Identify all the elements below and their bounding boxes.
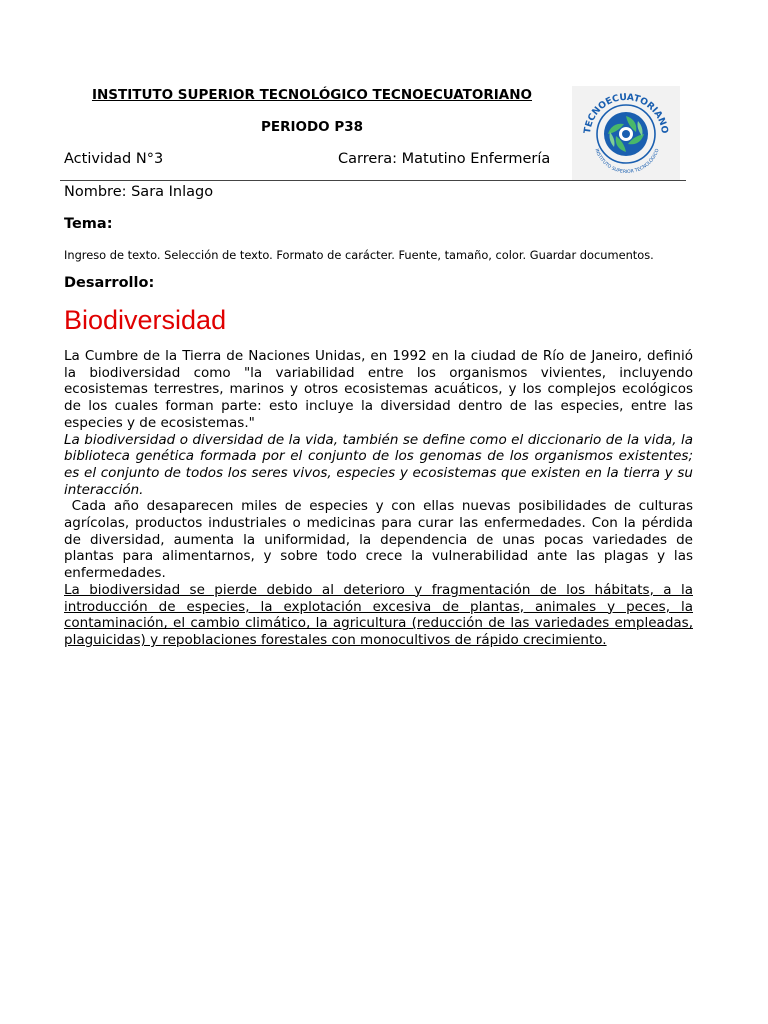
paragraph-underlined: La biodiversidad se pierde debido al deterioro y fragmentación de los hábitats, a la introducción de especies, la explotación excesiva de plantas, animales y peces, la contaminación, el cambio climático, la agricultura (reducción de las variedades empleadas, plaguicidas) y repoblaciones forestales con monocultivos de rápido crecimiento.: [64, 581, 693, 648]
institute-title: INSTITUTO SUPERIOR TECNOLÓGICO TECNOECUATORIANO: [91, 87, 533, 103]
tema-text: Ingreso de texto. Selección de texto. Formato de carácter. Fuente, tamaño, color. Guardar documentos.: [64, 248, 654, 262]
institute-logo: [572, 86, 680, 180]
biodiversidad-title: Biodiversidad: [64, 305, 227, 335]
paragraph-species-loss: Cada año desaparecen miles de especies y con ellas nuevas posibilidades de culturas agrícolas, productos industriales o medicinas para curar las enfermedades. Con la pérdida de diversidad, aumenta la uniformidad, la dependencia de unas pocas variedades de plantas para alimentarnos, y sobre todo crece la vulnerabilidad ante las plagas y las enfermedades.: [64, 498, 698, 582]
paragraph-italic: La biodiversidad o diversidad de la vida, también se define como el diccionario de la vida, la biblioteca genética formada por el conjunto de los genomas de los organismos existentes; es el conjunto de todos los seres vivos, especies y ecosistemas que existen en la tierra y su interacción.: [64, 431, 693, 498]
carrera-label: Carrera: Matutino Enfermería: [338, 151, 551, 167]
actividad-label: Actividad N°3: [64, 151, 164, 167]
logo-top-text: TECNOECUATORIANO: [582, 91, 671, 135]
tema-heading: Tema:: [64, 216, 113, 232]
periodo-label: PERIODO P38: [260, 119, 364, 135]
student-name: Nombre: Sara Inlago: [64, 184, 214, 200]
logo-bottom-text: INSTITUTO SUPERIOR TECNOLÓGICO: [593, 148, 661, 176]
body-text: [64, 348, 698, 649]
paragraph-definition: La Cumbre de la Tierra de Naciones Unidas, en 1992 en la ciudad de Río de Janeiro, definió la biodiversidad como "la variabilidad entre los organismos vivientes, incluyendo ecosistemas terrestres, marinos y otros ecosistemas acuáticos, y los complejos ecológicos de los cuales forman parte: esto incluye la diversidad dentro de las especies, entre las especies y de ecosistemas.": [64, 348, 693, 431]
logo-emblem-icon: [572, 86, 680, 180]
header-divider: [60, 180, 686, 181]
desarrollo-heading: Desarrollo:: [64, 275, 155, 291]
